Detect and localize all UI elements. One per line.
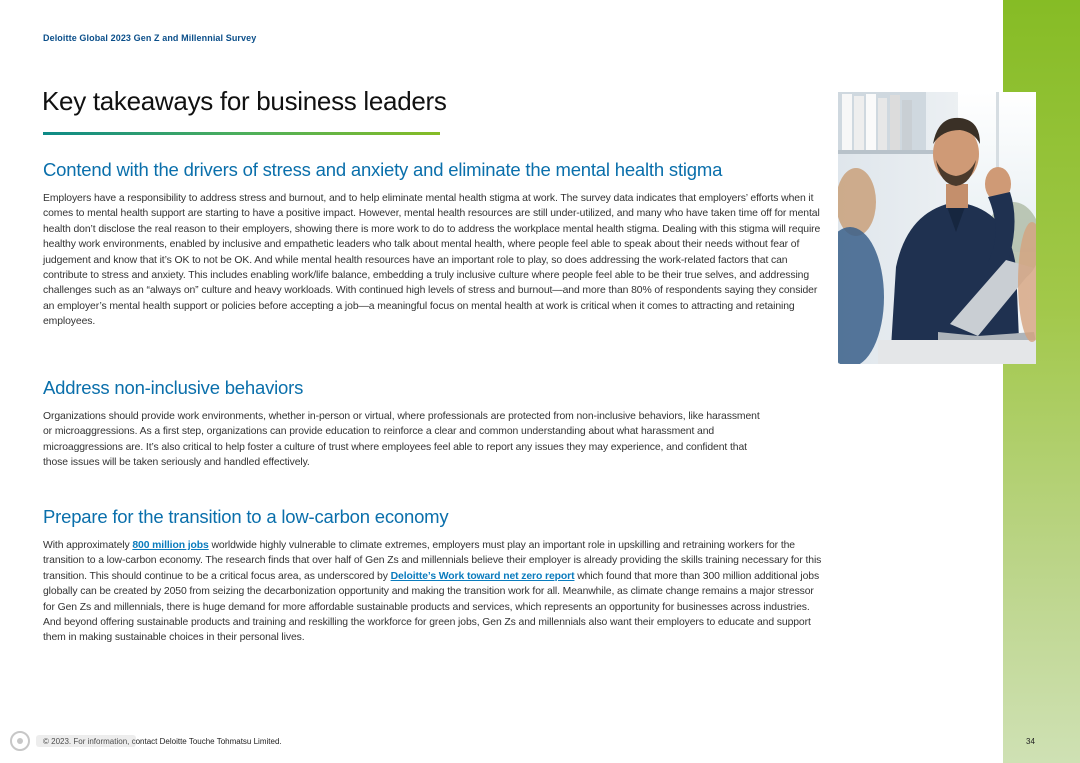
section-body-mental-health: Employers have a responsibility to address stress and burnout, and to help eliminate mental health stigma at work. The survey data indicates that employers’ efforts when it comes to mental health support are starting to have a positive impact. However, mental health resources are still under-utilized, and many who have taken time off for mental health don’t disclose the real reason to their employers, showing there is more work to do to address the workplace mental health stigma. Dealing with this stigma will require healthy work environments, enabled by inclusive and empathetic leaders who talk about mental health, where people feel able to speak about their needs without fear of judgement and know that it’s OK to not be OK. And while mental health resources have an important role to play, so does addressing the work-related factors that can contribute to stress and anxiety. This includes enabling work/life balance, embedding a truly inclusive culture where people feel able to be their true selves, and addressing challenges such as an “always on” culture and heavy workloads. With continued high levels of stress and burnout—and more than 80% of respondents saying they consider an employer’s mental health support or policies before accepting a job—a meaningful focus on mental health at work is critical when it comes to attracting and retaining employees.: [43, 193, 821, 328]
body-text-part-3: which found that more than 300 million additional jobs globally can be created by 2050 from seizing the decarbonization opportunity and making the transition work for all. Meanwhile, as climate change remains a major stressor for Gen Zs and millennials, there is huge demand for more affordable sustainable products and services, which represents an opportunity for businesses across industries. And beyond offering sustainable products and training and reskilling the workforce for green jobs, Gen Zs and millennials also want their employers to educate and support them in making sustainable choices in their personal lives.: [43, 570, 820, 644]
section-non-inclusive: [43, 377, 823, 471]
survey-header: Deloitte Global 2023 Gen Z and Millennial Survey: [43, 33, 257, 43]
link-work-toward-net-zero-report[interactable]: Deloitte’s Work toward net zero report: [390, 570, 575, 582]
man-in-blue-shirt-speaking-at-meeting-photo: [838, 92, 1036, 364]
title-underline-rule: [43, 132, 440, 135]
section-mental-health: [43, 159, 823, 330]
body-text-part-2: worldwide highly vulnerable to climate extremes, employers must play an important role in upskilling and retraining workers for the transition to a low-carbon economy. The research finds that over half of Gen Zs and millennials believe their employer is already providing the skills training necessary for this transition. This should continue to be a critical focus area, as underscored by: [43, 540, 822, 582]
body-text-part-1: With approximately: [43, 540, 133, 551]
link-800-million-jobs[interactable]: 800 million jobs: [132, 540, 209, 551]
footer-copyright: © 2023. For information, contact Deloitte Touche Tohmatsu Limited.: [43, 737, 282, 746]
page-number: 34: [1026, 737, 1035, 746]
section-heading-mental-health: Contend with the drivers of stress and anxiety and eliminate the mental health stigma: [43, 159, 723, 180]
section-body-low-carbon: [43, 538, 823, 646]
section-heading-non-inclusive: Address non-inclusive behaviors: [43, 377, 304, 398]
section-low-carbon: [43, 506, 823, 646]
section-heading-low-carbon: Prepare for the transition to a low-carbon economy: [43, 506, 449, 527]
page-title: Key takeaways for business leaders: [42, 86, 447, 116]
section-body-non-inclusive: Organizations should provide work environments, whether in-person or virtual, where professionals are protected from non-inclusive behaviors, like harassment or microaggressions. As a first step, organizations can provide education to reinforce a clear and common understanding about what harassment and microaggressions are. It’s also critical to help foster a culture of trust where employees feel able to report any issues they may experience, and confident that those issues will be taken seriously and handled effectively.: [43, 411, 760, 469]
watermark-logo-icon: [6, 726, 146, 756]
